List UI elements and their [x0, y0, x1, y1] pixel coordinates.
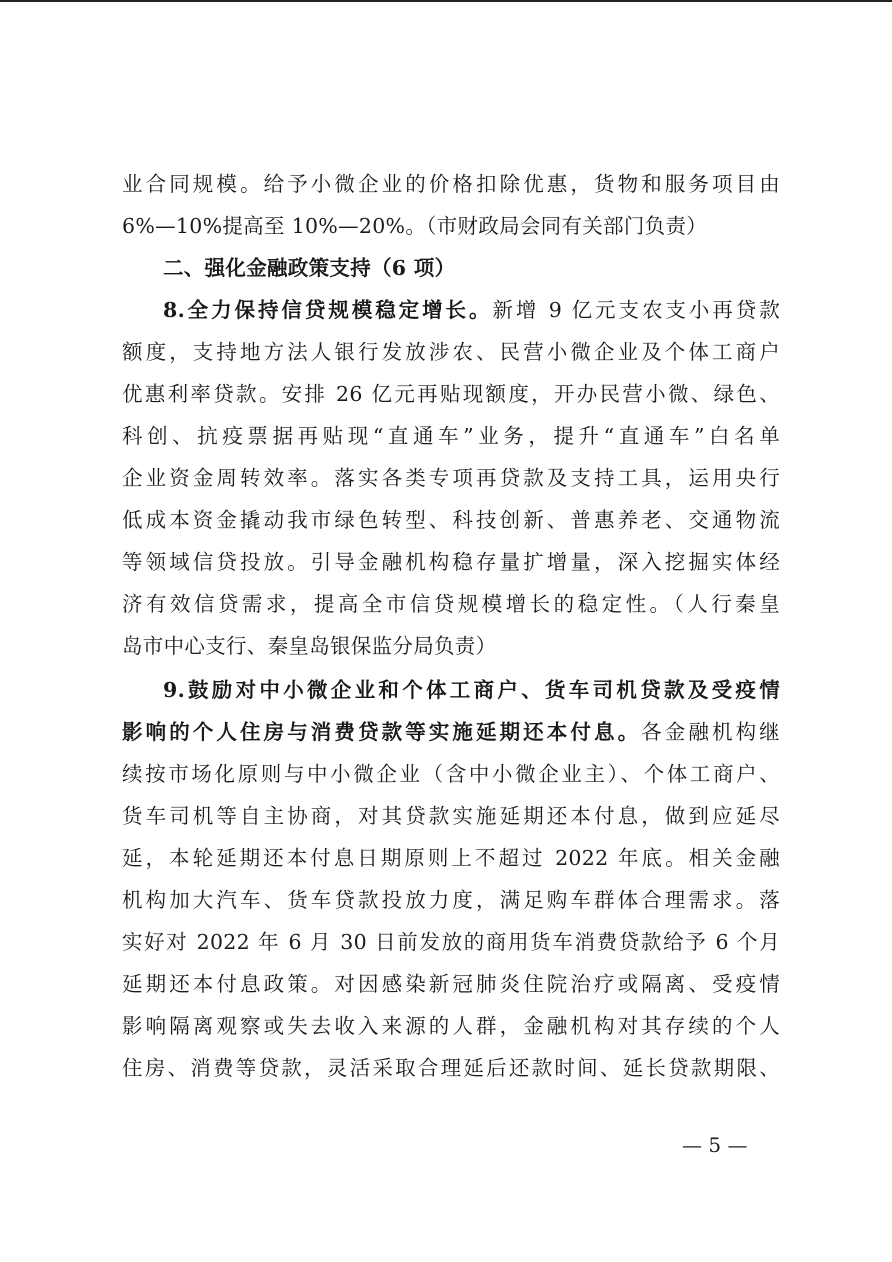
- body-line: 科创、抗疫票据再贴现“直通车”业务，提升“直通车”白名单: [122, 424, 780, 448]
- section-heading: 二、强化金融政策支持（6 项）: [163, 256, 456, 280]
- body-line: 额度，支持地方法人银行发放涉农、民营小微企业及个体工商户: [122, 340, 780, 364]
- body-line: 住房、消费等贷款，灵活采取合理延后还款时间、延长贷款期限、: [122, 1056, 780, 1080]
- page-number: — 5 —: [682, 1133, 748, 1157]
- body-line: 企业资金周转效率。落实各类专项再贷款及支持工具，运用央行: [122, 466, 780, 490]
- item-9-heading-line: 9.鼓励对中小微企业和个体工商户、货车司机贷款及受疫情: [163, 678, 780, 702]
- body-line: 等领域信贷投放。引导金融机构稳存量扩增量，深入挖掘实体经: [122, 550, 780, 574]
- body-line: 低成本资金撬动我市绿色转型、科技创新、普惠养老、交通物流: [122, 508, 780, 532]
- body-line: 业合同规模。给予小微企业的价格扣除优惠，货物和服务项目由: [122, 172, 780, 196]
- body-line: 机构加大汽车、货车贷款投放力度，满足购车群体合理需求。落: [122, 888, 780, 912]
- top-rule: [0, 0, 892, 2]
- body-line: 续按市场化原则与中小微企业（含中小微企业主）、个体工商户、: [122, 762, 780, 786]
- body-line: 优惠利率贷款。安排 26 亿元再贴现额度，开办民营小微、绿色、: [122, 382, 780, 406]
- body-line: 6%—10%提高至 10%—20%。（市财政局会同有关部门负责）: [122, 214, 708, 238]
- body-line: 延期还本付息政策。对因感染新冠肺炎住院治疗或隔离、受疫情: [122, 972, 780, 996]
- body-line: 实好对 2022 年 6 月 30 日前发放的商用货车消费贷款给予 6 个月: [122, 930, 780, 954]
- item-8-title: 8.全力保持信贷规模稳定增长。: [163, 298, 493, 322]
- body-line: 货车司机等自主协商，对其贷款实施延期还本付息，做到应延尽: [122, 804, 780, 828]
- item-8-heading-line: 8.全力保持信贷规模稳定增长。新增 9 亿元支农支小再贷款: [163, 298, 780, 322]
- body-line: 延，本轮延期还本付息日期原则上不超过 2022 年底。相关金融: [122, 846, 780, 870]
- body-line: 影响隔离观察或失去收入来源的人群，金融机构对其存续的个人: [122, 1014, 780, 1038]
- item-9-title: 影响的个人住房与消费贷款等实施延期还本付息。: [122, 720, 642, 744]
- body-line: 济有效信贷需求，提高全市信贷规模增长的稳定性。（人行秦皇: [122, 592, 780, 616]
- item-9-heading-line: 影响的个人住房与消费贷款等实施延期还本付息。各金融机构继: [122, 720, 780, 744]
- body-line: 岛市中心支行、秦皇岛银保监分局负责）: [122, 634, 497, 658]
